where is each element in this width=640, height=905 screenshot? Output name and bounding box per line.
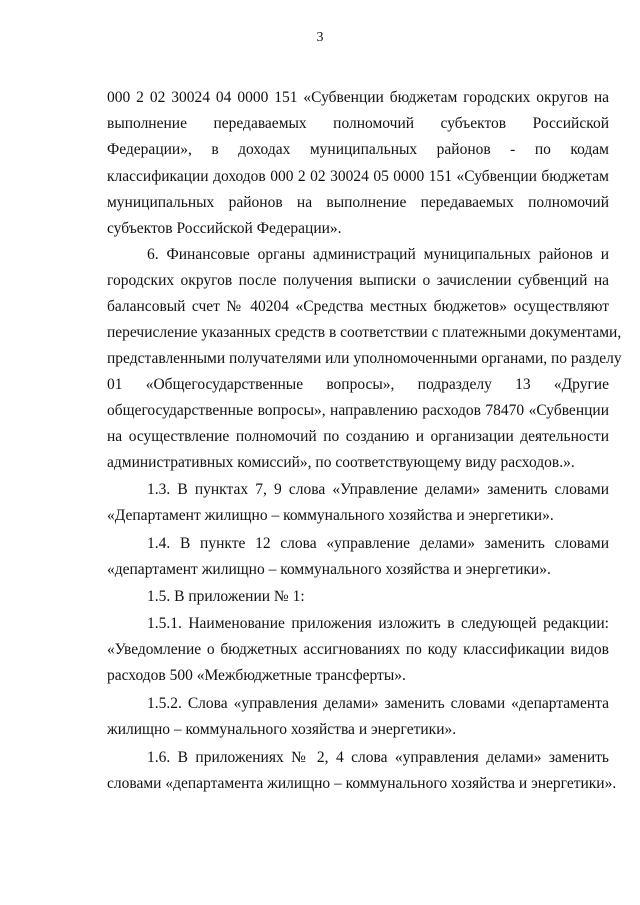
text-line: классификации доходов 000 2 02 30024 05 0000 151 «Субвенции бюджетам	[107, 168, 609, 185]
text-line: Федерации», в доходах муниципальных районов - по кодам	[107, 141, 609, 158]
text-line: административных комиссий», по соответствующему виду расходов.».	[107, 454, 575, 471]
paragraph-first-line: 1.4. В пункте 12 слова «управление делами» заменить словами	[147, 535, 609, 552]
text-line: «департамент жилищно – коммунального хозяйства и энергетики».	[107, 561, 551, 578]
text-line: общегосударственные вопросы», направлению расходов 78470 «Субвенции	[107, 402, 609, 419]
text-line: городских округов после получения выписки о зачислении субвенций на	[107, 272, 609, 289]
text-line: жилищно – коммунального хозяйства и энергетики».	[107, 721, 457, 738]
text-line: словами «департамента жилищно – коммунального хозяйства и энергетики».	[107, 775, 617, 792]
text-line: «Уведомление о бюджетных ассигнованиях по коду классификации видов	[107, 641, 609, 658]
text-line: «Департамент жилищно – коммунального хозяйства и энергетики».	[107, 507, 554, 524]
paragraph-first-line: 1.5.1. Наименование приложения изложить в следующей редакции:	[147, 615, 609, 632]
paragraph-first-line: 1.6. В приложениях № 2, 4 слова «управления делами» заменить	[147, 749, 609, 766]
text-line: выполнение передаваемых полномочий субъектов Российской	[107, 115, 609, 132]
paragraph-first-line: 6. Финансовые органы администраций муниципальных районов и	[147, 246, 609, 263]
text-line: балансовый счет № 40204 «Средства местных бюджетов» осуществляют	[107, 298, 609, 315]
paragraph-first-line: 1.3. В пунктах 7, 9 слова «Управление делами» заменить словами	[147, 481, 609, 498]
text-line: перечисление указанных средств в соответствии с платежными документами,	[107, 324, 622, 341]
text-line: муниципальных районов на выполнение передаваемых полномочий	[107, 194, 609, 211]
paragraph-first-line: 1.5.2. Слова «управления делами» заменить словами «департамента	[147, 695, 609, 712]
text-line: субъектов Российской Федерации».	[107, 220, 342, 237]
text-line: 000 2 02 30024 04 0000 151 «Субвенции бюджетам городских округов на	[107, 89, 609, 106]
text-line: на осуществление полномочий по созданию и организации деятельности	[107, 428, 609, 445]
text-line: 01 «Общегосударственные вопросы», подразделу 13 «Другие	[107, 376, 609, 393]
page-number: 3	[316, 30, 324, 45]
paragraph-first-line: 1.5. В приложении № 1:	[147, 588, 305, 605]
text-line: представленными получателями или уполномоченными органами, по разделу	[107, 350, 622, 367]
text-line: расходов 500 «Межбюджетные трансферты».	[107, 667, 406, 684]
